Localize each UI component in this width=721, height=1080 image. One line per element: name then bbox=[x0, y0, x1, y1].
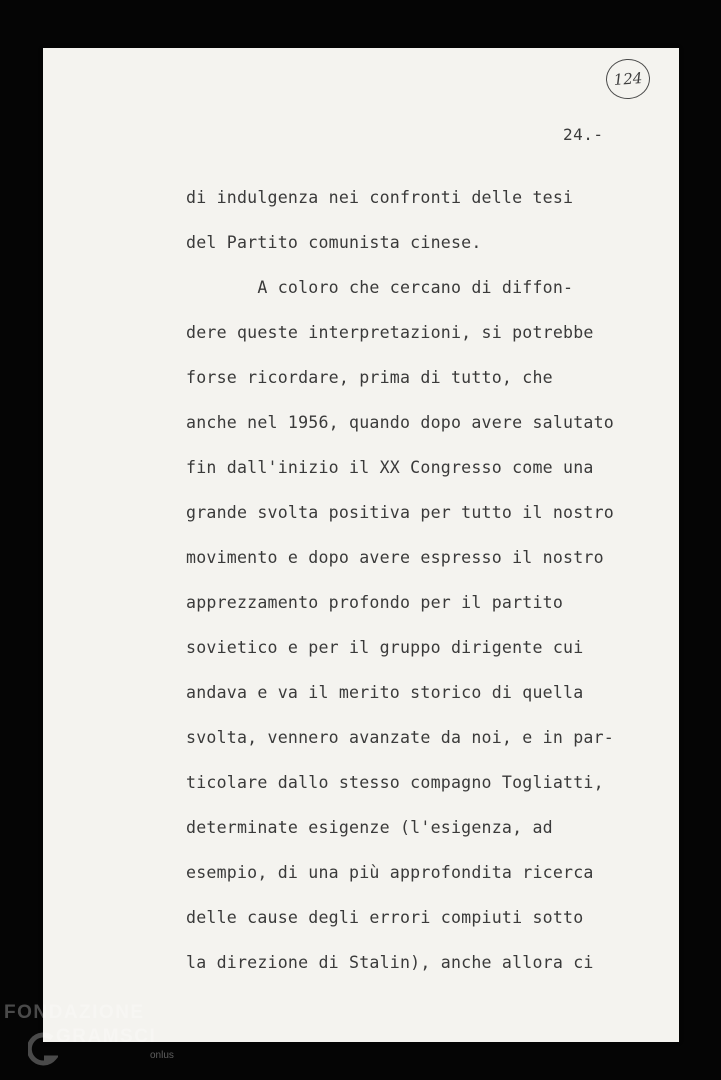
text-line: grande svolta positiva per tutto il nostro bbox=[186, 503, 614, 522]
text-line: determinate esigenze (l'esigenza, ad bbox=[186, 818, 553, 837]
text-line: svolta, vennero avanzate da noi, e in par- bbox=[186, 728, 614, 747]
text-line: la direzione di Stalin), anche allora ci bbox=[186, 953, 594, 972]
text-line: anche nel 1956, quando dopo avere salutato bbox=[186, 413, 614, 432]
text-line: esempio, di una più approfondita ricerca bbox=[186, 863, 594, 882]
stamp-number: 124 bbox=[613, 69, 643, 89]
text-line: ticolare dallo stesso compagno Togliatti, bbox=[186, 773, 604, 792]
text-line: apprezzamento profondo per il partito bbox=[186, 593, 564, 612]
logo-mark-icon bbox=[28, 1028, 58, 1072]
text-line: fin dall'inizio il XX Congresso come una bbox=[186, 458, 594, 477]
text-line: movimento e dopo avere espresso il nostro bbox=[186, 548, 604, 567]
text-line: forse ricordare, prima di tutto, che bbox=[186, 368, 553, 387]
text-line: di indulgenza nei confronti delle tesi bbox=[186, 188, 574, 207]
logo-text-line1: FONDAZIONE bbox=[4, 1002, 145, 1023]
archive-stamp bbox=[605, 58, 652, 101]
document-page bbox=[43, 48, 679, 1042]
text-line: A coloro che cercano di diffon- bbox=[186, 278, 574, 297]
logo-suffix: onlus bbox=[150, 1050, 174, 1061]
logo-text-line2: GRAMSCI bbox=[56, 1026, 157, 1047]
text-line: del Partito comunista cinese. bbox=[186, 233, 482, 252]
text-line: sovietico e per il gruppo dirigente cui bbox=[186, 638, 584, 657]
text-line: dere queste interpretazioni, si potrebbe bbox=[186, 323, 594, 342]
text-line: delle cause degli errori compiuti sotto bbox=[186, 908, 584, 927]
text-line: andava e va il merito storico di quella bbox=[186, 683, 584, 702]
page-number: 24.- bbox=[563, 125, 604, 144]
fondazione-gramsci-logo bbox=[4, 998, 204, 1078]
